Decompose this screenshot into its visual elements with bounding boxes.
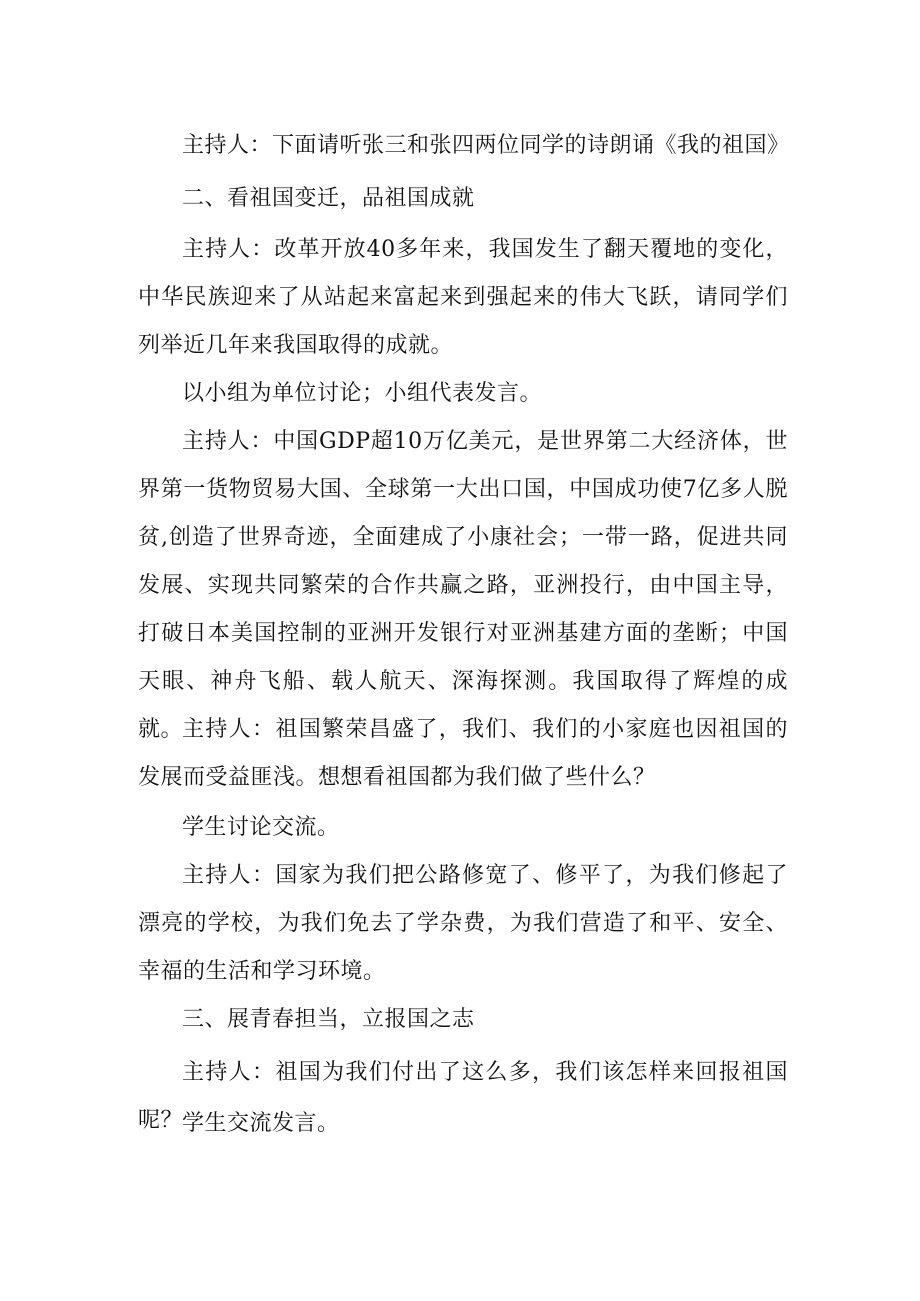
section-heading-2: 二、看祖国变迁，品祖国成就 bbox=[182, 186, 475, 211]
paragraph-country-provides: 主持人：国家为我们把公路修宽了、修平了，为我们修起了漂亮的学校，为我们免去了学杂费，为我们营造了和平、安全、幸福的生活和学习环境。 bbox=[138, 863, 788, 984]
paragraph-repay-country: 主持人：祖国为我们付出了这么多，我们该怎样来回报祖国呢？ bbox=[138, 1060, 788, 1133]
paragraph-student-speech: 学生交流发言。 bbox=[182, 1111, 340, 1136]
paragraph-poem-recitation-intro: 主持人：下面请听张三和张四两位同学的诗朗诵《我的祖国》 bbox=[182, 133, 790, 158]
paragraph-student-discussion: 学生讨论交流。 bbox=[182, 815, 340, 840]
paragraph-group-discussion: 以小组为单位讨论；小组代表发言。 bbox=[182, 381, 543, 406]
paragraph-prosperity: 主持人：祖国繁荣昌盛了，我们、我们的小家庭也因祖国的发展而受益匪浅。想想看祖国都为我们做了些什么？ bbox=[138, 717, 788, 790]
section-heading-3: 三、展青春担当，立报国之志 bbox=[182, 1007, 475, 1032]
paragraph-china-achievements: 主持人：中国GDP超10万亿美元，是世界第二大经济体，世界第一货物贸易大国、全球第一大出口国，中国成功使7亿多人脱贫,创造了世界奇迹，全面建成了小康社会；一带一路，促进共同发展、实现共同繁荣的合作共赢之路，亚洲投行，由中国主导，打破日本美国控制的亚洲开发银行对亚洲基建方面的垄断；中国天眼、神舟飞船、载人航天、深海探测。我国取得了辉煌的成就。 bbox=[138, 429, 788, 742]
paragraph-reform-achievements: 主持人：改革开放40多年来，我国发生了翻天覆地的变化，中华民族迎来了从站起来富起来到强起来的伟大飞跃，请同学们列举近几年来我国取得的成就。 bbox=[138, 237, 788, 358]
